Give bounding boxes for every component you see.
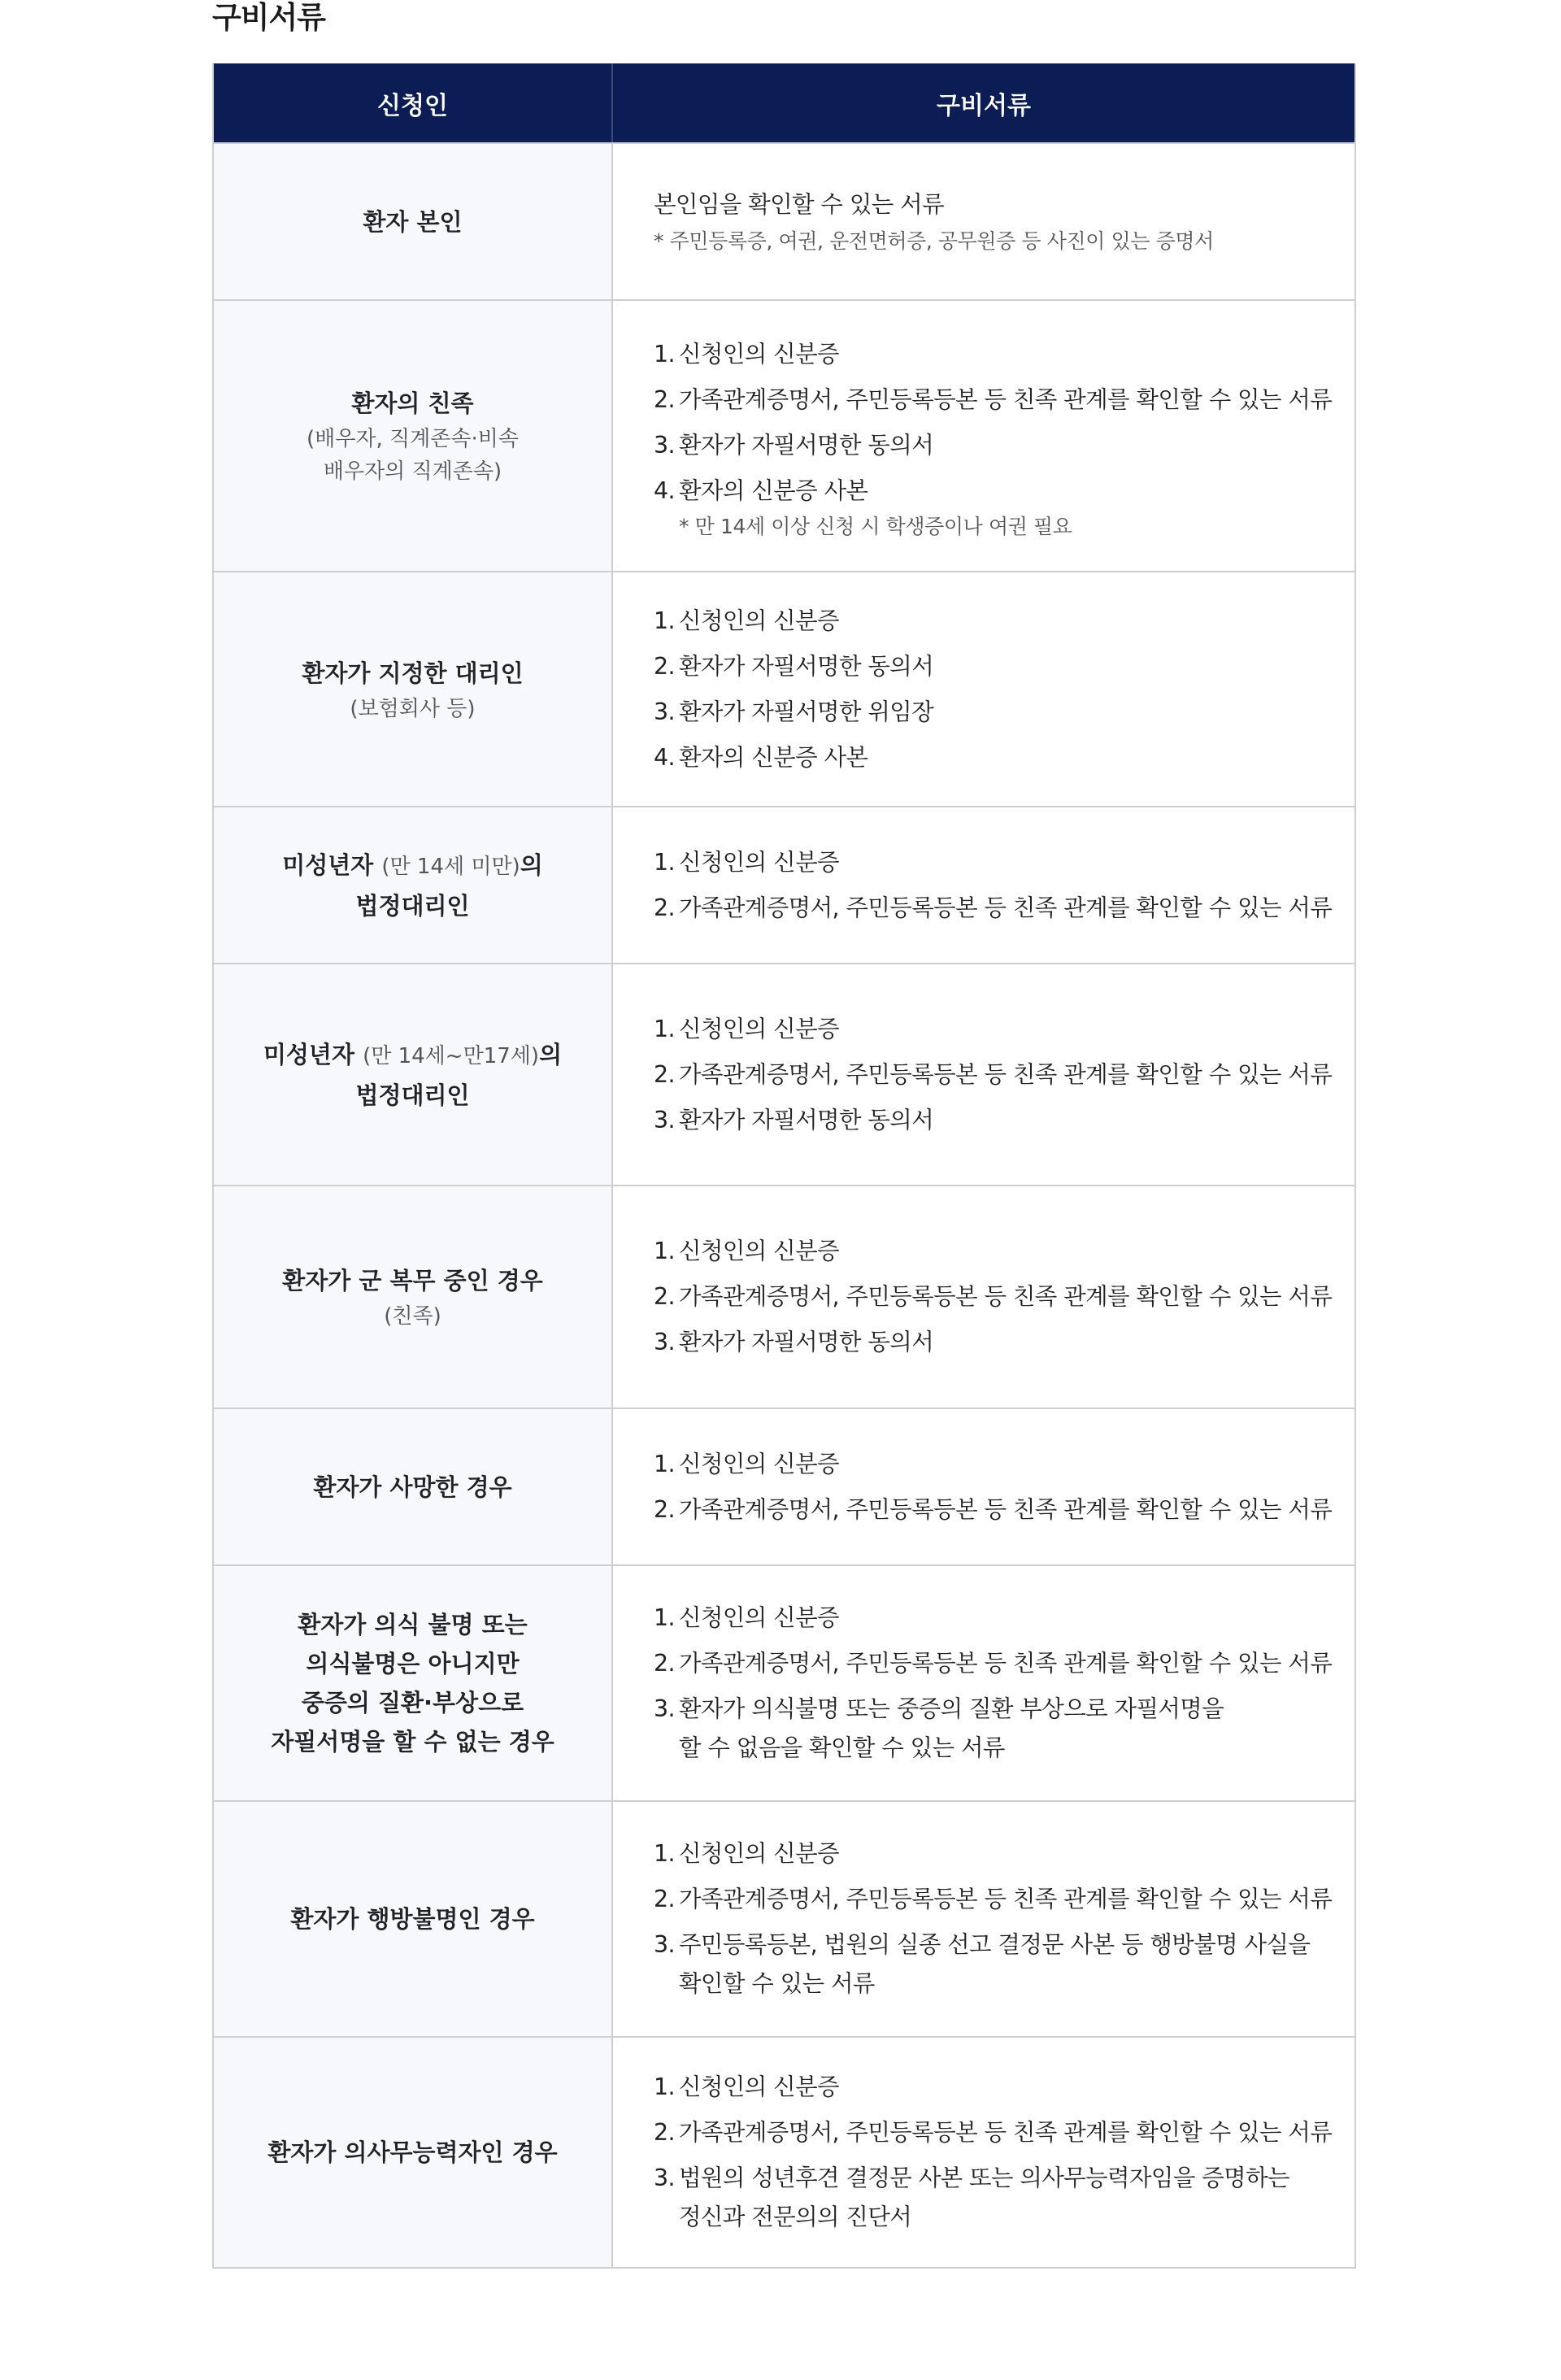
list-item: 2. 가족관계증명서, 주민등록등본 등 친족 관계를 확인할 수 있는 서류 <box>654 2119 1333 2146</box>
applicant-label: 미성년자 <box>263 1040 354 1068</box>
list-item: 1. 신청인의 신분증 <box>654 1840 839 1867</box>
documents-cell <box>612 572 1355 807</box>
documents-cell <box>612 1186 1355 1408</box>
table-row <box>213 300 1355 572</box>
applicant-cell <box>213 1186 612 1408</box>
list-item: 2. 가족관계증명서, 주민등록등본 등 친족 관계를 확인할 수 있는 서류 <box>654 1495 1333 1523</box>
table-header-row <box>213 63 1355 143</box>
applicant-cell <box>213 143 612 300</box>
applicant-sub: (배우자, 직계존속·비속 <box>307 427 519 451</box>
applicant-label: 환자가 지정한 대리인 <box>302 659 524 687</box>
applicant-cell <box>213 1565 612 1801</box>
applicant-sub: 배우자의 직계존속) <box>323 459 502 484</box>
documents-cell <box>612 1565 1355 1801</box>
table-row <box>213 143 1355 300</box>
applicant-label: 환자가 사망한 경우 <box>313 1473 512 1501</box>
applicant-sub: (만 14세 미만) <box>381 854 520 879</box>
list-item: 1. 신청인의 신분증 <box>654 607 839 634</box>
applicant-label: 환자가 의식 불명 또는 <box>298 1611 528 1638</box>
applicant-sub: (보험회사 등) <box>350 696 476 721</box>
list-item: 1. 신청인의 신분증 <box>654 1604 839 1631</box>
documents-list <box>654 1599 1354 1768</box>
list-item: 3. 환자가 자필서명한 동의서 <box>654 1329 934 1355</box>
document-text: 본인임을 확인할 수 있는 서류 <box>654 190 945 218</box>
applicant-cell <box>213 1408 612 1565</box>
list-item: 2. 가족관계증명서, 주민등록등본 등 친족 관계를 확인할 수 있는 서류 <box>654 1886 1333 1912</box>
applicant-label-tail: 의 <box>539 1040 563 1068</box>
documents-list <box>654 843 1354 928</box>
table-row <box>213 1408 1355 1565</box>
table-row <box>213 1186 1355 1408</box>
list-item: 2. 가족관계증명서, 주민등록등본 등 친족 관계를 확인할 수 있는 서류 <box>654 1283 1333 1310</box>
applicant-label: 의식불명은 아니지만 <box>306 1650 520 1677</box>
applicant-label: 법정대리인 <box>355 1081 470 1109</box>
applicant-cell <box>213 572 612 807</box>
documents-list <box>654 1445 1354 1529</box>
documents-list <box>654 602 1354 777</box>
table-row <box>213 807 1355 964</box>
applicant-label: 환자가 의사무능력자인 경우 <box>267 2139 558 2166</box>
list-item: 1. 신청인의 신분증 <box>654 848 839 876</box>
documents-list <box>654 2068 1354 2237</box>
applicant-label-tail: 의 <box>520 851 543 879</box>
table-row <box>213 572 1355 807</box>
list-item: 3. 환자가 자필서명한 동의서 <box>654 432 934 459</box>
list-item: 2. 가족관계증명서, 주민등록등본 등 친족 관계를 확인할 수 있는 서류 <box>654 1060 1333 1088</box>
documents-cell <box>612 964 1355 1186</box>
list-item: 1. 신청인의 신분증 <box>654 2073 839 2100</box>
list-item: 4. 환자의 신분증 사본 <box>654 477 868 504</box>
applicant-cell <box>213 964 612 1186</box>
applicant-label: 환자가 행방불명인 경우 <box>290 1905 535 1933</box>
applicant-label: 중증의 질환·부상으로 <box>301 1689 524 1716</box>
table-row <box>213 1565 1355 1801</box>
list-item: 2. 가족관계증명서, 주민등록등본 등 친족 관계를 확인할 수 있는 서류 <box>654 386 1333 413</box>
applicant-sub: (만 14세~만17세) <box>363 1043 540 1068</box>
documents-list <box>654 335 1354 511</box>
list-item: 1. 신청인의 신분증 <box>654 1238 839 1264</box>
document-note: * 만 14세 이상 신청 시 학생증이나 여권 필요 <box>679 515 1072 538</box>
applicant-label: 미성년자 <box>282 851 374 879</box>
documents-list <box>654 1010 1354 1140</box>
applicant-sub: (친족) <box>384 1304 441 1329</box>
applicant-label: 환자 본인 <box>363 207 463 236</box>
list-item: 3. 환자가 의식불명 또는 중증의 질환 부상으로 자필서명을 할 수 없음을 확인할 수 있는 서류 <box>654 1695 1224 1761</box>
applicant-cell <box>213 300 612 572</box>
list-item: 3. 환자가 자필서명한 동의서 <box>654 1106 934 1133</box>
list-item: 2. 가족관계증명서, 주민등록등본 등 친족 관계를 확인할 수 있는 서류 <box>654 894 1333 921</box>
applicant-label: 자필서명을 할 수 없는 경우 <box>271 1728 554 1756</box>
list-item: 3. 법원의 성년후견 결정문 사본 또는 의사무능력자임을 증명하는 정신과 전문의의 진단서 <box>654 2165 1289 2230</box>
applicant-cell <box>213 807 612 964</box>
documents-cell <box>612 143 1355 300</box>
list-item: 1. 신청인의 신분증 <box>654 1015 839 1042</box>
section-title: 구비서류 <box>212 0 325 35</box>
documents-cell <box>612 2037 1355 2268</box>
list-item: 4. 환자의 신분증 사본 <box>654 743 868 771</box>
list-item: 3. 주민등록등본, 법원의 실종 선고 결정문 사본 등 행방불명 사실을 확인할 수 있는 서류 <box>654 1931 1311 1997</box>
applicant-label: 환자가 군 복무 중인 경우 <box>282 1267 543 1294</box>
list-item: 1. 신청인의 신분증 <box>654 341 839 368</box>
table-row <box>213 964 1355 1186</box>
list-item: 3. 환자가 자필서명한 위임장 <box>654 698 934 725</box>
header-documents: 구비서류 <box>612 63 1355 143</box>
applicant-label: 환자의 친족 <box>351 389 474 417</box>
list-item: 2. 가족관계증명서, 주민등록등본 등 친족 관계를 확인할 수 있는 서류 <box>654 1650 1333 1677</box>
header-applicant: 신청인 <box>213 63 612 143</box>
applicant-cell <box>213 1801 612 2037</box>
documents-list <box>654 1834 1354 2004</box>
list-item: 2. 환자가 자필서명한 동의서 <box>654 652 934 680</box>
applicant-cell <box>213 2037 612 2268</box>
list-item: 1. 신청인의 신분증 <box>654 1450 839 1477</box>
documents-table <box>212 63 1356 2269</box>
documents-list <box>654 1232 1354 1362</box>
applicant-label: 법정대리인 <box>355 891 470 920</box>
table-row <box>213 1801 1355 2037</box>
documents-cell <box>612 807 1355 964</box>
documents-cell <box>612 1801 1355 2037</box>
documents-cell <box>612 1408 1355 1565</box>
documents-cell <box>612 300 1355 572</box>
document-note: * 주민등록증, 여권, 운전면허증, 공무원증 등 사진이 있는 증명서 <box>654 228 1214 253</box>
table-row <box>213 2037 1355 2268</box>
